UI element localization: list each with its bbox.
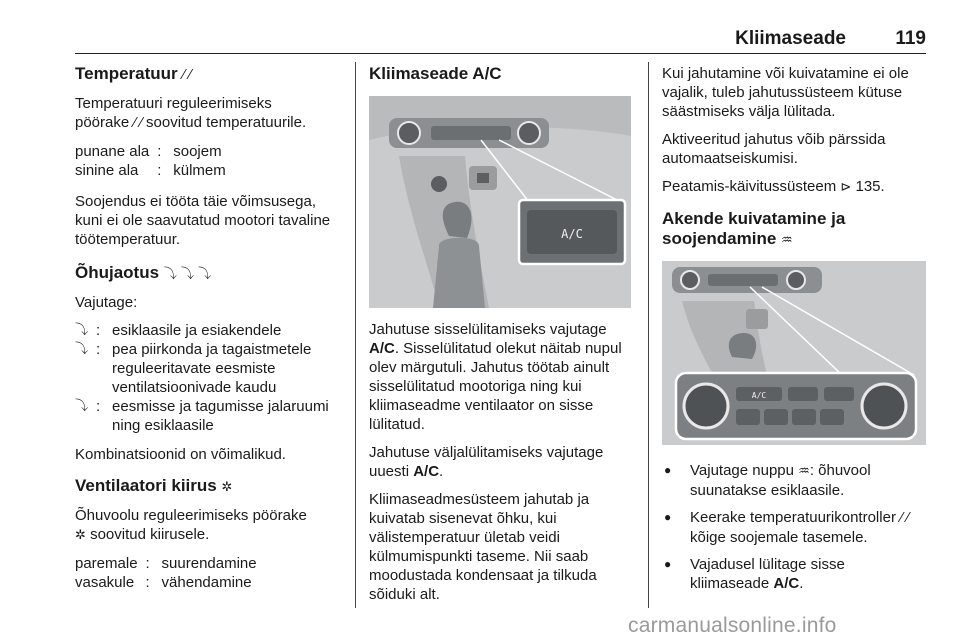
air-distribution-list: ⤵ : esiklaasile ja esiakendele ⤵ : pea piirkonda ja tagaistmetele reguleeritavate eesmiste ventilatsioonivade kaudu ⤵ : eesmisse ja tagumisse jalaruumi ning esiklaasile (75, 322, 329, 434)
column-divider (648, 62, 649, 608)
page-number: 119 (895, 28, 926, 49)
fan-icon: ✲ (221, 480, 233, 495)
windscreen-airflow-icon: ⤵ (75, 323, 89, 338)
watermark: carmanualsonline.info (628, 614, 837, 637)
section-heading-air-distribution: Õhujaotus ⤵ ⤵ ⤵ (75, 263, 212, 282)
section-heading-air-conditioning: Kliimaseade A/C (369, 64, 502, 83)
temperature-zone-list: punane ala : soojem sinine ala : külmem (75, 143, 226, 179)
defrost-max-icon: ♒ (798, 464, 810, 479)
head-airflow-icon: ⤵ (75, 342, 89, 357)
defrost-max-icon: ♒ (781, 233, 793, 248)
section-heading-demist-defrost: Akende kuivatamine ja soojendamine ♒ (662, 209, 846, 248)
fan-paragraph: Õhuvoolu reguleerimiseks pöörake ✲ soovitud kiirusele. (75, 507, 307, 543)
ac-button-label: A/C (751, 391, 767, 400)
column-divider (355, 62, 356, 608)
ac-off-paragraph: Jahutuse väljalülitamiseks vajutage uuesti A/C. (369, 444, 604, 480)
list-item: ● Vajadusel lülitage sisse kliimaseade A/C. (662, 555, 928, 593)
chapter-title: Kliimaseade (735, 28, 846, 49)
column-right (662, 64, 928, 601)
ac-button-label: A/C (561, 227, 583, 241)
air-intro: Vajutage: (75, 294, 138, 311)
temperature-paragraph: Temperatuuri reguleerimiseks pöörake ⁄ ⁄ soovitud temperatuurile. (75, 95, 307, 131)
column-middle (369, 64, 634, 613)
section-heading-fan-speed: Ventilaatori kiirus ✲ (75, 476, 233, 495)
ac-console-illustration (369, 96, 631, 308)
list-item: ● Keerake temperatuurikontroller ⁄ ⁄ kõige soojemale tasemele. (662, 508, 928, 547)
temperature-dial-icon: ⁄ ⁄ (900, 511, 909, 526)
temperature-dial-icon: ⁄ ⁄ (182, 68, 191, 83)
list-item: ● Vajutage nuppu ♒: õhuvool suunatakse esiklaasile. (662, 461, 928, 500)
ac-on-paragraph: Jahutuse sisselülitamiseks vajutage A/C. Sisselülitatud olekut näitab nupul olev märgutuli. Jahutus töötab ainult sisselülitatud mootoriga ning kui kliimaseadme ventilaator on sisse lülitatud. (369, 321, 622, 433)
ac-console-photo (369, 96, 631, 308)
temperature-dial-icon: ⁄ ⁄ (133, 116, 142, 131)
stop-start-reference: Peatamis-käivitussüsteem ⊳ 135. (662, 178, 885, 195)
section-heading-temperature: Temperatuur ⁄ ⁄ (75, 64, 191, 83)
cooling-off-paragraph: Kui jahutamine või kuivatamine ei ole vajalik, tuleb jahutussüsteem kütuse säästmiseks välja lülitada. (662, 65, 909, 120)
heating-note: Soojendus ei tööta täie võimsusega, kuni ei ole saavutatud mootori tavaline töötemperatuur. (75, 193, 331, 248)
autostop-paragraph: Aktiveeritud jahutus võib pärssida automaatseiskumisi. (662, 131, 886, 167)
footwell-airflow-icon: ⤵ (75, 399, 89, 414)
ac-condensation-paragraph: Kliimaseadmesüsteem jahutab ja kuivatab sisenevat õhku, kui välistemperatuur ületab veidi külmumispunkti taseme. Nii saab moodustada kondensaat ja tilkuda sõiduki alt. (369, 491, 597, 603)
page-header (75, 22, 926, 54)
page-reference-arrow-icon: ⊳ (840, 180, 852, 195)
defrost-steps-list (662, 461, 928, 593)
combinations-note: Kombinatsioonid on võimalikud. (75, 446, 286, 463)
fan-icon: ✲ (75, 528, 86, 543)
fan-direction-list: paremale : suurendamine vasakule : vähendamine (75, 555, 257, 591)
defrost-console-illustration (662, 261, 926, 445)
defrost-console-photo (662, 261, 926, 445)
air-distribution-icons: ⤵ ⤵ ⤵ (163, 267, 212, 282)
column-left (75, 64, 345, 604)
